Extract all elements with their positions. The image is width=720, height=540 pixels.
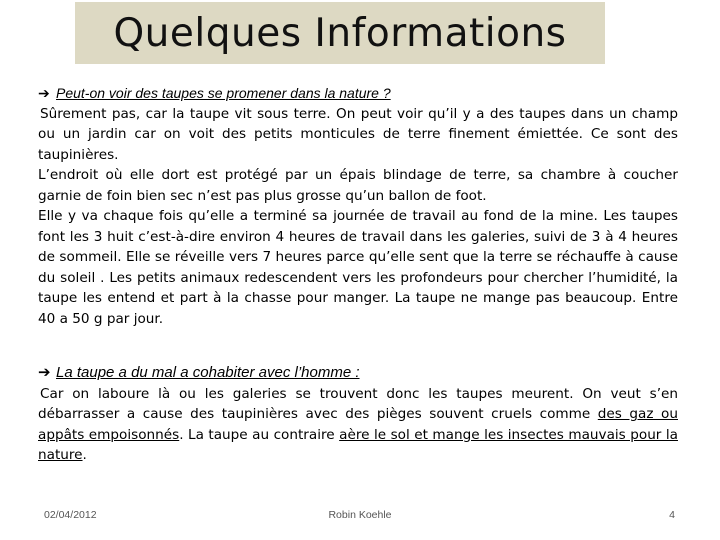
- right-arrow-icon: ➔: [38, 364, 51, 381]
- title-box: [75, 2, 605, 64]
- section-1: [38, 83, 678, 329]
- section-2-text-c: .: [82, 447, 87, 463]
- section-2-text-b: . La taupe au contraire: [179, 426, 340, 443]
- footer-author: Robin Koehle: [328, 509, 392, 521]
- section-1-heading-text: Peut-on voir des taupes se promener dans la nature ?: [56, 85, 391, 101]
- section-2: [38, 363, 678, 466]
- section-2-heading: [38, 363, 678, 384]
- section-1-paragraph-1: Sûrement pas, car la taupe vit sous terre. On peut voir qu’il y a des taupes dans un champ ou un jardin car on voit des petits monticules de terre finement émiettée. Ce sont des taupinières.: [38, 105, 678, 163]
- footer-page-number: 4: [669, 509, 675, 521]
- section-2-paragraph: [38, 384, 678, 466]
- section-1-paragraph-2: L’endroit où elle dort est protégé par un épais blindage de terre, sa chambre à coucher garnie de foin bien sec n’est pas plus grosse qu’un ballon de foot.: [38, 167, 678, 204]
- section-2-text-a: Car on laboure là ou les galeries se trouvent donc les taupes meurent. On veut s’en débarrasser a cause des taupinières avec des pièges souvent cruels comme: [38, 385, 678, 422]
- footer-date: 02/04/2012: [44, 509, 97, 521]
- section-1-heading: [38, 83, 678, 104]
- section-2-underlined-1: des gaz ou appâts empoisonnés: [38, 406, 678, 443]
- right-arrow-icon: ➔: [38, 85, 50, 101]
- section-2-heading-text: La taupe a du mal a cohabiter avec l’homme :: [56, 364, 360, 381]
- section-2-underlined-2: aère le sol et mange les insectes mauvais pour la nature: [38, 426, 678, 463]
- section-1-paragraph-3: Elle y va chaque fois qu’elle a terminé sa journée de travail au fond de la mine. Les taupes font les 3 huit c’est-à-dire environ 4 heures de travail dans les galeries, suivi de 3 à 4 heures de sommeil. Elle se réveille vers 7 heures parce qu’elle sent que la terre se réchauffe à cause du soleil . Les petits animaux redescendent vers les profondeurs pour chercher l’humidité, la taupe les entend et part à la chasse pour manger. La taupe ne mange pas beaucoup. Entre 40 a 50 g par jour.: [38, 208, 678, 327]
- slide-title: Quelques Informations: [113, 10, 567, 56]
